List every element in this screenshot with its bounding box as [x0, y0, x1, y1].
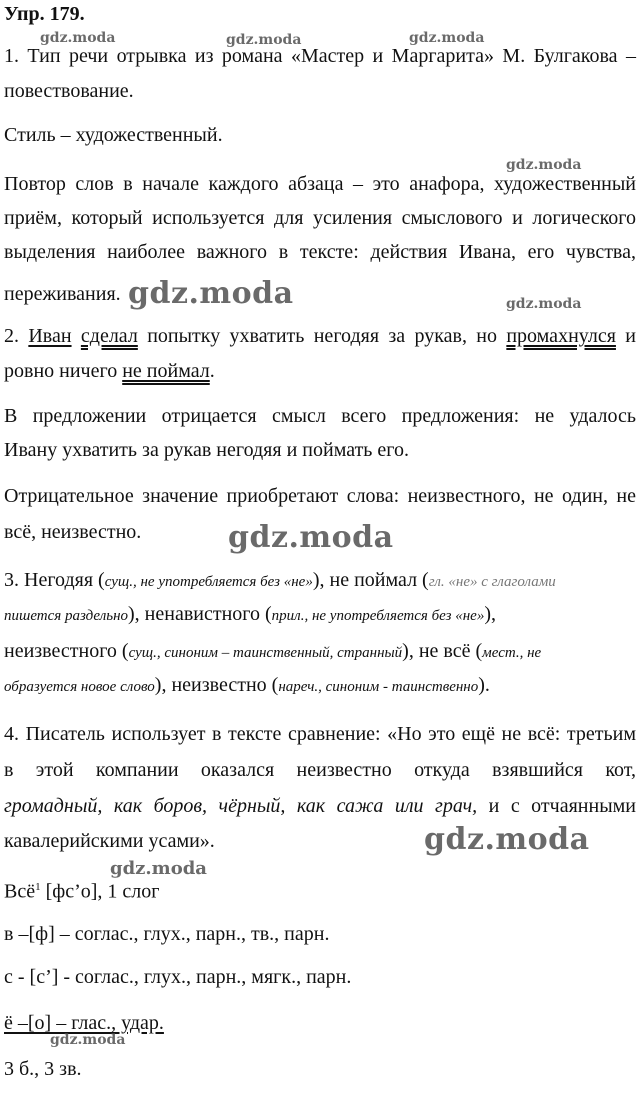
word-sdelal: сделал — [80, 325, 138, 347]
phonetic-word: Всё — [4, 880, 36, 903]
watermark-7: gdz.moda — [228, 520, 394, 555]
p3-note-b2: прил., не употребляется без «не» — [271, 608, 485, 624]
anaphora-line-2: приём, который используется для усиления смыслового и логического — [4, 207, 636, 229]
p4-line3-text: и с отчаянными — [488, 795, 637, 817]
neg-words-line-1: Отрицательное значение приобретают слова: неизвестного, не один, не — [4, 485, 636, 507]
anaphora-line-3: выделения наиболее важного в тексте: действия Ивана, его чувства, — [4, 241, 636, 263]
p2-text-1: попытку ухватить негодяя за рукав, но — [147, 325, 497, 347]
word-promahnulsya: промахнулся — [506, 325, 616, 347]
p4-line-3 — [4, 794, 636, 818]
watermark-9: gdz.moda — [110, 858, 207, 879]
p2-line2-end: . — [209, 360, 215, 382]
p4-line-1: 4. Писатель использует в тексте сравнение: «Но это ещё не всё: третьим — [4, 723, 636, 745]
p4-comparison: громадный, как боров, чёрный, как сажа или грач, — [4, 795, 478, 817]
p3-note-c2: мест., не — [482, 645, 542, 661]
p1-line-1: 1. Тип речи отрывка из романа «Мастер и Маргарита» М. Булгакова – — [4, 45, 636, 67]
phonetic-v: в –[ф] – соглас., глух., парн., тв., парн. — [4, 923, 330, 945]
watermark-3: gdz.moda — [409, 30, 485, 46]
phonetic-transcription: [фс’о], 1 слог — [40, 880, 160, 903]
p2-line2-start: ровно ничего — [4, 360, 118, 382]
p2-text-2: и — [625, 325, 636, 347]
p3-text-a1: 3. Негодяя ( — [4, 569, 105, 591]
p3-line-4 — [4, 673, 636, 699]
exercise-title: Упр. 179. — [4, 3, 85, 25]
p3-note-c1: сущ., синоним – таинственный, странный — [128, 645, 403, 661]
phonetic-s: с - [с’] - соглас., глух., парн., мягк., парн. — [4, 966, 352, 988]
p2-number: 2. — [4, 325, 19, 347]
p3-note-d2: нареч., синоним - таинственно — [278, 679, 479, 695]
style-line: Стиль – художественный. — [4, 124, 223, 146]
watermark-4: gdz.moda — [506, 157, 582, 173]
p3-text-d3: ). — [478, 674, 490, 696]
watermark-1: gdz.moda — [40, 30, 116, 46]
watermark-8: gdz.moda — [424, 822, 590, 857]
negation-line-2: Ивану ухватить за рукав негодяя и поймать его. — [4, 439, 410, 461]
p3-text-b2: ), ненавистного ( — [128, 603, 272, 625]
p3-note-a2: гл. «не» с глаголами — [428, 574, 556, 590]
watermark-6: gdz.moda — [506, 296, 582, 312]
p3-text-b3: ), — [484, 603, 496, 625]
p3-text-a2: ), не поймал ( — [312, 569, 429, 591]
phonetic-sup: 1 — [35, 881, 41, 893]
p3-text-c1: неизвестного ( — [4, 640, 129, 662]
anaphora-line-4: переживания. — [4, 283, 121, 305]
p3-note-b1: пишется раздельно — [4, 608, 129, 624]
negation-line-1: В предложении отрицается смысл всего предложения: не удалось — [4, 405, 636, 427]
p2-line-1 — [4, 324, 636, 348]
phonetic-yo-text: ё –[о] – глас., удар. — [4, 1012, 164, 1034]
p3-note-a1: сущ., не употребляется без «не» — [104, 574, 313, 590]
p4-line-2: в этой компании оказался неизвестно откуда взявшийся кот, — [4, 759, 636, 781]
watermark-10: gdz.moda — [50, 1032, 126, 1048]
phonetic-total: 3 б., 3 зв. — [4, 1058, 82, 1080]
phonetic-header — [4, 875, 636, 904]
p1-line-2: повествование. — [4, 80, 134, 102]
p3-note-d1: образуется новое слово — [4, 679, 155, 695]
p3-text-c2: ), не всё ( — [402, 640, 483, 662]
neg-words-line-2: всё, неизвестно. — [4, 521, 142, 543]
p4-line-4: кавалерийскими усами». — [4, 830, 215, 852]
watermark-5: gdz.moda — [128, 276, 294, 311]
word-ivan: Иван — [28, 325, 72, 347]
anaphora-line-1: Повтор слов в начале каждого абзаца – это анафора, художественный — [4, 173, 636, 195]
p3-line-3 — [4, 639, 636, 665]
word-ne-poimal: не поймал — [122, 360, 210, 382]
p2-line-2 — [4, 359, 636, 383]
p3-text-d2: ), неизвестно ( — [154, 674, 279, 696]
p3-line-2 — [4, 602, 636, 628]
watermark-2: gdz.moda — [226, 32, 302, 48]
p3-line-1 — [4, 568, 636, 594]
